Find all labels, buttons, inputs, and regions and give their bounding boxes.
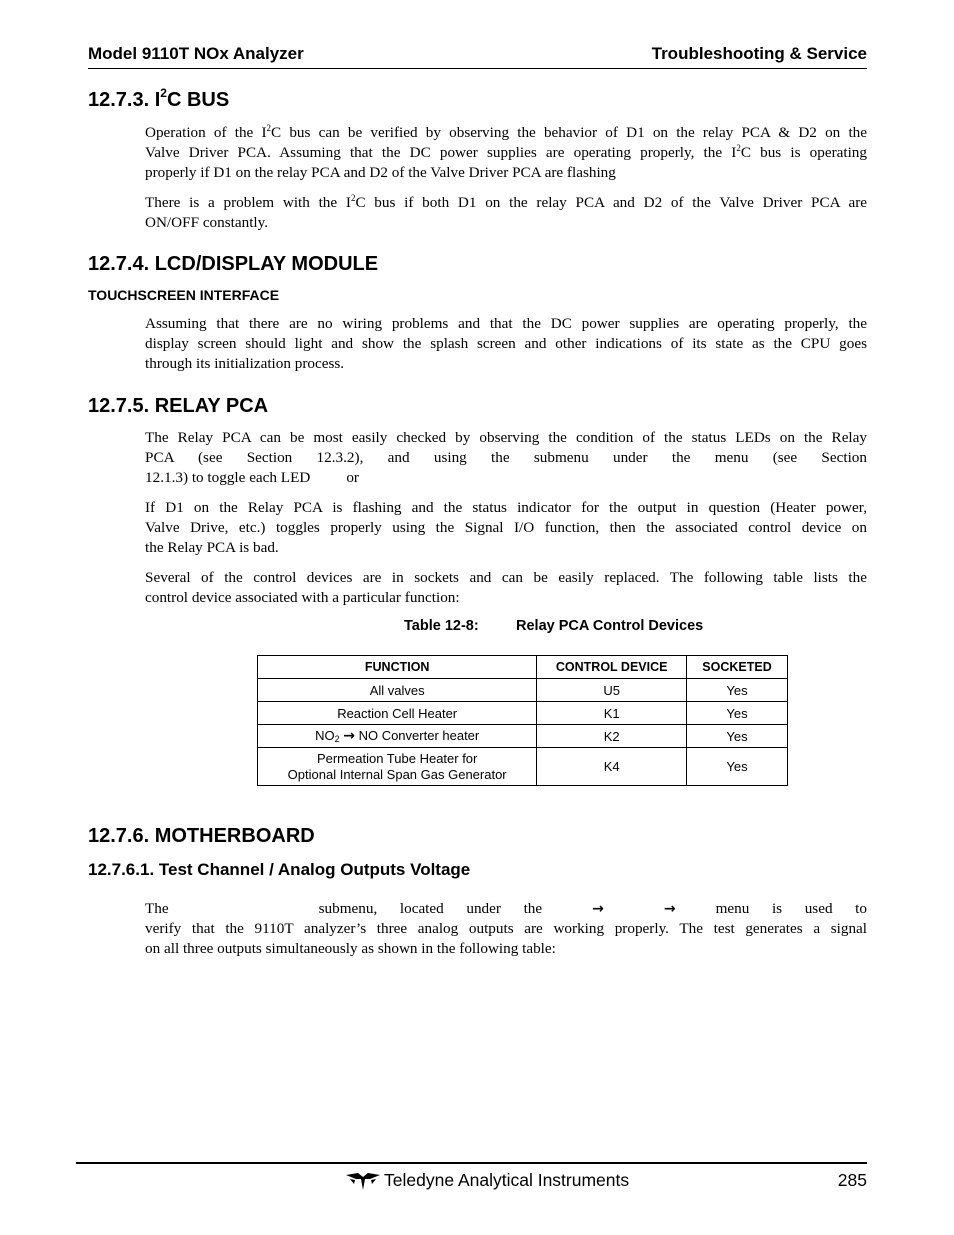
lcd-paragraph: Assuming that there are no wiring problems and that the DC power supplies are operating properly, the display screen should light and show the splash screen and other indications of its state as the CPU goes through its initialization process. xyxy=(145,315,867,372)
cell-device: K2 xyxy=(537,725,687,748)
column-header-control-device: CONTROL DEVICE xyxy=(537,656,687,679)
heading-lcd-display-module: 12.7.4. LCD/DISPLAY MODULE xyxy=(88,253,379,275)
cell-device: K1 xyxy=(537,702,687,725)
footer-rule xyxy=(76,1162,867,1164)
footer-company xyxy=(346,1170,629,1191)
cell-socketed: Yes xyxy=(687,679,788,702)
heading-relay-pca: 12.7.5. RELAY PCA xyxy=(88,395,269,417)
table-row xyxy=(258,679,788,702)
cell-socketed: Yes xyxy=(687,725,788,748)
arrow-right-icon: → xyxy=(343,728,355,744)
table-row xyxy=(258,748,788,786)
motherboard-paragraph: The submenu, located under the → → menu is used to verify that the 9110T analyzer’s three analog outputs are working properly. The test generates a signal on all three outputs simultaneously as shown in the following table: xyxy=(145,900,867,957)
relay-paragraph-1: The Relay PCA can be most easily checked by observing the condition of the status LEDs on the Relay PCA (see Section 12.3.2), and using the submenu under the menu (see Section 12.1.3) to toggle each LED or xyxy=(145,429,867,486)
heading-motherboard: 12.7.6. MOTHERBOARD xyxy=(88,825,315,847)
arrow-right-icon: → xyxy=(663,901,676,917)
teledyne-logo-icon xyxy=(346,1171,380,1191)
cell-function: Permeation Tube Heater for Optional Internal Span Gas Generator xyxy=(258,748,537,786)
i2c-paragraph-2: There is a problem with the $I^2C$ bus if both D1 on the relay PCA and D2 of the Valve Driver PCA are ON/OFF constantly. xyxy=(145,193,867,231)
header-section: Troubleshooting & Service xyxy=(651,44,867,63)
column-header-socketed: SOCKETED xyxy=(687,656,788,679)
column-header-function: FUNCTION xyxy=(258,656,537,679)
table-caption: Table 12-8: Relay PCA Control Devices xyxy=(404,618,704,634)
table-header-row xyxy=(258,656,788,679)
cell-socketed: Yes xyxy=(687,748,788,786)
cell-function: Reaction Cell Heater xyxy=(258,702,537,725)
cell-device: U5 xyxy=(537,679,687,702)
footer-company-name: Teledyne Analytical Instruments xyxy=(384,1170,630,1190)
relay-control-devices-table xyxy=(257,655,788,786)
heading-i2c-bus: 12.7.3. $I^2C$ BUS xyxy=(88,86,230,111)
cell-socketed: Yes xyxy=(687,702,788,725)
relay-paragraph-2: If D1 on the Relay PCA is flashing and the status indicator for the output in question (Heater power, Valve Drive, etc.) toggles properly using the Signal I/O function, then the associated control device on the Relay PCA is bad. xyxy=(145,499,867,556)
arrow-right-icon: → xyxy=(592,901,604,917)
page-number: 285 xyxy=(837,1170,867,1190)
page-header xyxy=(88,44,867,69)
cell-function: $NO_2$ → NO Converter heater xyxy=(258,725,537,748)
cell-function: All valves xyxy=(258,679,537,702)
relay-paragraph-3: Several of the control devices are in sockets and can be easily replaced. The following table lists the control device associated with a particular function: xyxy=(145,569,867,606)
table-row xyxy=(258,725,788,748)
cell-device: K4 xyxy=(537,748,687,786)
subheading-touchscreen-interface: TOUCHSCREEN INTERFACE xyxy=(88,287,280,303)
table-row xyxy=(258,702,788,725)
subheading-test-channel: 12.7.6.1. Test Channel / Analog Outputs Voltage xyxy=(88,860,471,879)
header-model: Model 9110T NOx Analyzer xyxy=(88,44,304,63)
i2c-paragraph-1: Operation of the $I^2C$ bus can be verified by observing the behavior of D1 on the relay PCA & D2 on the Valve Driver PCA. Assuming that the DC power supplies are operating properly, the $I^2C$ bus is operating properly if D1 on the relay PCA and D2 of the Valve Driver PCA are flashing xyxy=(145,123,867,181)
